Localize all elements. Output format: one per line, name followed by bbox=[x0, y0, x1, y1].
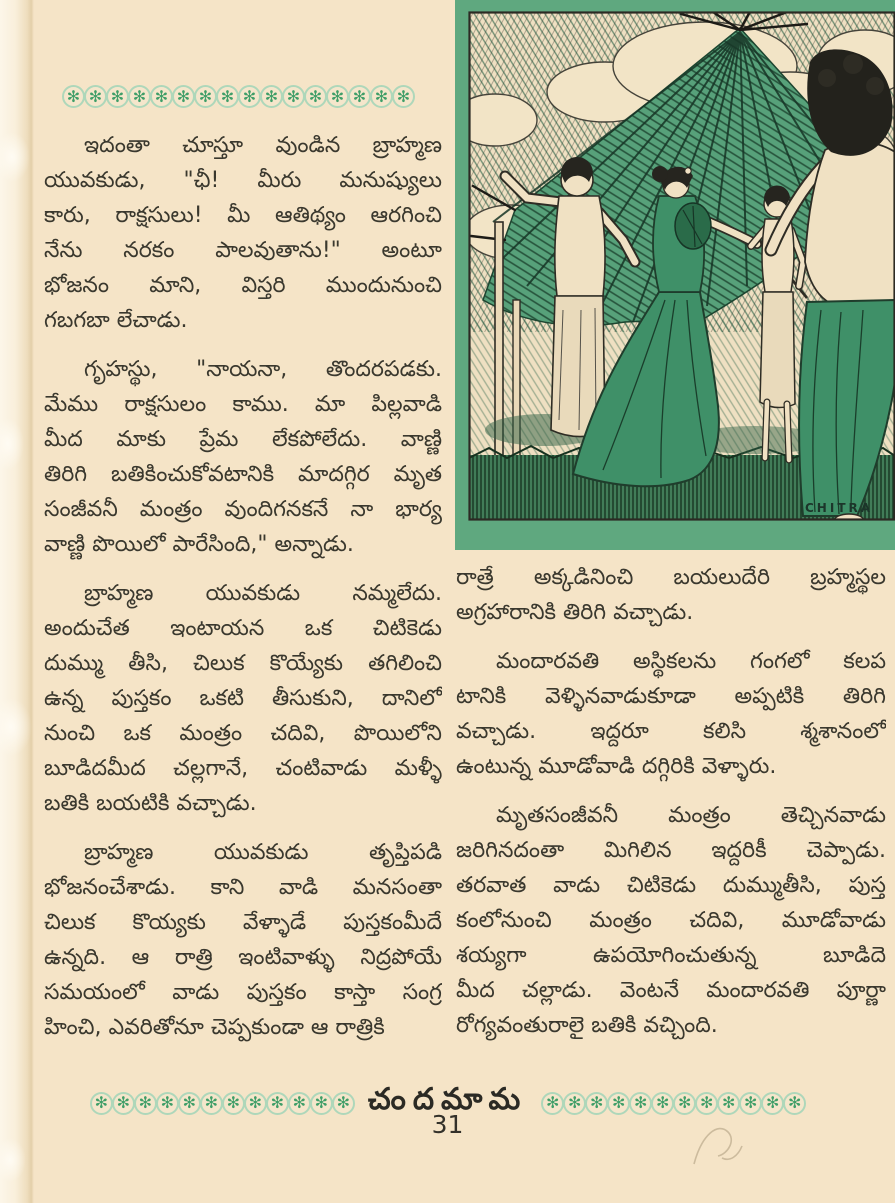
flower-motif-icon: ✻ bbox=[326, 85, 349, 108]
flower-motif-icon: ✻ bbox=[585, 1092, 608, 1115]
flower-motif-icon: ✻ bbox=[673, 1092, 696, 1115]
text-line: బ్రాహ్మణ యువకుడు తృప్తిపడి bbox=[84, 840, 442, 865]
text-line: కారు, రాక్షసులు! మీ ఆతిథ్యం ఆరగించి bbox=[44, 203, 442, 228]
flower-motif-icon: ✻ bbox=[156, 1092, 179, 1115]
page-number: 31 bbox=[431, 1110, 464, 1139]
text-line: భోజనంచేశాడు. కాని వాడి మనసంతా bbox=[44, 875, 442, 900]
left-text-column bbox=[44, 128, 442, 1059]
text-line: బ్రాహ్మణ యువకుడు నమ్మలేదు. bbox=[84, 581, 442, 606]
text-line: వాణ్ణి పొయిలో పారేసింది," అన్నాడు. bbox=[44, 532, 354, 557]
text-line: ఉన్న పుస్తకం ఒకటి తీసుకుని, దానిలో bbox=[44, 686, 442, 711]
illustration-drawing bbox=[455, 0, 895, 550]
flower-motif-icon: ✻ bbox=[84, 85, 107, 108]
flower-motif-icon: ✻ bbox=[128, 85, 151, 108]
flower-motif-icon: ✻ bbox=[717, 1092, 740, 1115]
text-line: మీద మాకు ప్రేమ లేకపోలేదు. వాణ్ణి bbox=[44, 427, 442, 452]
text-line: మీద చల్లాడు. వెంటనే మందారవతి పూర్ణా bbox=[456, 978, 886, 1003]
text-line: జరిగినదంతా మిగిలిన ఇద్దరికీ చెప్పాడు. bbox=[456, 838, 886, 863]
flower-motif-icon: ✻ bbox=[607, 1092, 630, 1115]
text-line: ఉంటున్న మూడోవాడి దగ్గిరికి వెళ్ళారు. bbox=[456, 754, 777, 779]
text-line: బూడిదమీద చల్లగానే, చంటివాడు మళ్ళీ bbox=[44, 756, 442, 781]
flower-motif-icon: ✻ bbox=[172, 85, 195, 108]
text-line: భోజనం మాని, విస్తరి ముందునుంచి bbox=[44, 273, 442, 298]
flower-motif-icon: ✻ bbox=[629, 1092, 652, 1115]
flower-motif-icon: ✻ bbox=[238, 85, 261, 108]
flower-motif-icon: ✻ bbox=[370, 85, 393, 108]
flower-motif-icon: ✻ bbox=[695, 1092, 718, 1115]
flower-motif-icon: ✻ bbox=[739, 1092, 762, 1115]
text-line: నేను నరకం పాలవుతాను!" అంటూ bbox=[44, 238, 442, 263]
flower-motif-icon: ✻ bbox=[310, 1092, 333, 1115]
flower-motif-icon: ✻ bbox=[112, 1092, 135, 1115]
text-line: వచ్చాడు. ఇద్దరూ కలిసి శ్మశానంలో bbox=[456, 719, 886, 744]
text-line: మృతసంజీవనీ మంత్రం తెచ్చినవాడు bbox=[496, 803, 886, 828]
paragraph bbox=[44, 576, 442, 821]
flower-motif-icon: ✻ bbox=[106, 85, 129, 108]
text-line: బతికి బయటికి వచ్చాడు. bbox=[44, 791, 257, 816]
text-line: రోగ్యవంతురాలై బతికి వచ్చింది. bbox=[456, 1013, 718, 1038]
pencil-scribble bbox=[688, 1118, 752, 1178]
flower-motif-icon: ✻ bbox=[563, 1092, 586, 1115]
text-line: సంజీవనీ మంత్రం వుందిగనకనే నా భార్య bbox=[44, 497, 442, 522]
text-line: రాత్రే అక్కడినించి బయలుదేరి బ్రహ్మస్థల bbox=[456, 565, 886, 590]
flower-motif-icon: ✻ bbox=[216, 85, 239, 108]
flower-motif-icon: ✻ bbox=[90, 1092, 113, 1115]
paragraph bbox=[44, 835, 442, 1045]
flower-motif-icon: ✻ bbox=[288, 1092, 311, 1115]
flower-motif-icon: ✻ bbox=[348, 85, 371, 108]
flower-motif-icon: ✻ bbox=[282, 85, 305, 108]
flower-motif-icon: ✻ bbox=[134, 1092, 157, 1115]
flower-motif-icon: ✻ bbox=[761, 1092, 784, 1115]
paragraph bbox=[456, 798, 886, 1043]
flower-motif-icon: ✻ bbox=[332, 1092, 355, 1115]
flower-motif-icon: ✻ bbox=[222, 1092, 245, 1115]
text-line: టానికి వెళ్ళినవాడుకూడా అప్పటికి తిరిగి bbox=[456, 684, 886, 709]
text-line: నుంచి ఒక మంత్రం చదివి, పొయిలోని bbox=[44, 721, 442, 746]
text-line: అగ్రహారానికి తిరిగి వచ్చాడు. bbox=[456, 600, 694, 625]
text-line: మేము రాక్షసులం కాము. మా పిల్లవాడి bbox=[44, 392, 442, 417]
flower-motif-icon: ✻ bbox=[200, 1092, 223, 1115]
text-line: యువకుడు, "ఛీ! మీరు మనుష్యులు bbox=[44, 168, 442, 193]
flower-motif-icon: ✻ bbox=[62, 85, 85, 108]
flower-motif-icon: ✻ bbox=[194, 85, 217, 108]
text-line: దుమ్ము తీసి, చిలుక కొయ్యేకు తగిలించి bbox=[44, 651, 442, 676]
paragraph bbox=[456, 644, 886, 784]
text-line: గబగబా లేచాడు. bbox=[44, 308, 188, 333]
text-line: తరవాత వాడు చిటికెడు దుమ్ముతీసి, పుస్త bbox=[456, 873, 886, 898]
flower-motif-icon: ✻ bbox=[392, 85, 415, 108]
story-illustration bbox=[455, 0, 895, 550]
flower-motif-icon: ✻ bbox=[304, 85, 327, 108]
flower-motif-icon: ✻ bbox=[244, 1092, 267, 1115]
text-line: అందుచేత ఇంటాయన ఒక చిటికెడు bbox=[44, 616, 442, 641]
artist-signature: CHITRA bbox=[805, 501, 874, 515]
magazine-title: చందమామ bbox=[367, 1082, 528, 1117]
text-line: సమయంలో వాడు పుస్తకం కాస్తా సంగ్ర bbox=[44, 980, 442, 1005]
flower-motif-icon: ✻ bbox=[651, 1092, 674, 1115]
text-line: గృహస్థు, "నాయనా, తొందరపడకు. bbox=[84, 357, 442, 382]
text-line: ఉన్నది. ఆ రాత్రి ఇంటివాళ్ళు నిద్రపోయే bbox=[44, 945, 442, 970]
paragraph bbox=[44, 128, 442, 338]
flower-motif-icon: ✻ bbox=[178, 1092, 201, 1115]
flower-motif-icon: ✻ bbox=[150, 85, 173, 108]
paragraph bbox=[44, 352, 442, 562]
flower-motif-icon: ✻ bbox=[783, 1092, 806, 1115]
text-line: కంలోనుంచి మంత్రం చదివి, మూడోవాడు bbox=[456, 908, 886, 933]
text-line: హించి, ఎవరితోనూ చెప్పకుండా ఆ రాత్రికి bbox=[44, 1015, 385, 1040]
text-line: ఇదంతా చూస్తూ వుండిన బ్రాహ్మణ bbox=[84, 133, 442, 158]
text-line: శయ్యగా ఉపయోగించుతున్న బూడిదె bbox=[456, 943, 886, 968]
right-text-column bbox=[456, 560, 886, 1057]
text-line: తిరిగి బతికించుకోవటానికి మాదగ్గిర మృత bbox=[44, 462, 442, 487]
flower-motif-icon: ✻ bbox=[541, 1092, 564, 1115]
flower-motif-icon: ✻ bbox=[266, 1092, 289, 1115]
header-ornament-border bbox=[62, 85, 414, 108]
paragraph bbox=[456, 560, 886, 630]
text-line: మందారవతి అస్థికలను గంగలో కలప bbox=[496, 649, 886, 674]
flower-motif-icon: ✻ bbox=[260, 85, 283, 108]
text-line: చిలుక కొయ్యకు వేళ్ళాడే పుస్తకంమీదే bbox=[44, 910, 442, 935]
